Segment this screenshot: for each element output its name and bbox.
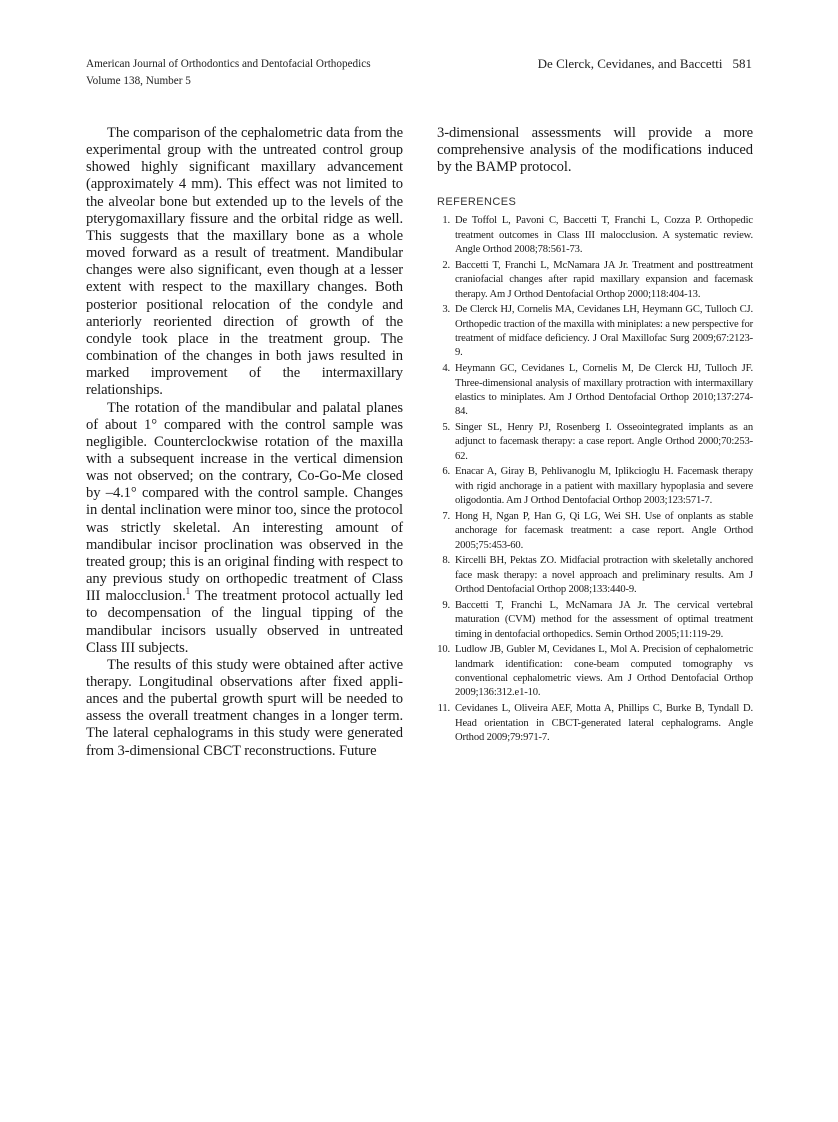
references-heading: REFERENCES (437, 196, 517, 209)
references-list (437, 214, 753, 745)
running-header-right (538, 55, 752, 72)
paragraph-conclusion-continued: 3-dimensional assessments will provide a more comprehensive analysis of the modifications induced by the BAMP protocol. (437, 125, 753, 176)
reference-item: 10. Ludlow JB, Gubler M, Cevidanes L, Mol A. Precision of cephalometric landmark identification: cone-beam computed tomography vs conventional cephalometric views. Am J Orthod Dentofacial Orthop 2009;136:312.e1-10. (437, 644, 753, 699)
journal-volume: Volume 138, Number 5 (86, 75, 191, 87)
running-header-left (86, 56, 371, 90)
running-authors: De Clerck, Cevidanes, and Baccetti (537, 56, 723, 71)
paragraph-rotation (86, 400, 403, 657)
reference-item: 7. Hong H, Ngan P, Han G, Qi LG, Wei SH. Use of onplants as stable anchorage for facemask treatment: a case report. Angle Orthod 2005;75:453-60. (442, 510, 753, 551)
right-column (437, 125, 753, 747)
reference-item: 9. Baccetti T, Franchi L, McNamara JA Jr. The cervical vertebral maturation (CVM) method for the assessment of optimal treatment timing in dentofacial orthopedics. Semin Orthod 2005;11:119-29. (442, 599, 753, 640)
reference-item: 4. Heymann GC, Cevidanes L, Cornelis M, De Clerck HJ, Tulloch JF. Three-dimensional analysis of maxillary protraction with intermaxillary elastics to miniplates. Am J Orthod Dentofacial Orthop 2010;137:274-84. (442, 363, 753, 418)
reference-item: 2. Baccetti T, Franchi L, McNamara JA Jr. Treatment and posttreatment craniofacial changes after rapid maxillary expansion and facemask therapy. Am J Orthod Dentofacial Orthop 2000;118:404-13. (442, 259, 753, 300)
reference-item: 8. Kircelli BH, Pektas ZO. Midfacial protraction with skeletally anchored face mask therapy: a novel approach and preliminary results. Am J Orthod Dentofacial Orthop 2008;133:440-9. (442, 555, 753, 596)
reference-item: 3. De Clerck HJ, Cornelis MA, Cevidanes LH, Heymann GC, Tulloch CJ. Orthopedic traction of the maxilla with miniplates: a new perspective for treatment of midface deficiency. J Oral Maxillofac Surg 2009;67:2123-9. (442, 304, 753, 359)
paragraph-comparison: The comparison of the cephalometric data from the experimental group with the untreated control group showed highly significant maxillary advancement (approximately 4 mm). This effect was not limited to the alveolar bone but extended up to the levels of the pterygomaxillary fissure and the orbital ridge as well. This suggests that the maxillary bone as a whole moved forward as a result of treatment. Mandibular changes were also significant, even though at a lesser extent with respect to the maxillary changes. Both posterior positional relocation of the condyle and anteriorly reoriented direction of growth of the condyle took place in the treatment group. The combination of the changes in both jaws resulted in marked improvement of the intermaxillary relationships. (86, 125, 403, 399)
reference-item: 1. De Toffol L, Pavoni C, Baccetti T, Franchi L, Cozza P. Orthopedic treatment outcomes in Class III malocclusion. A systematic review. Angle Orthod 2008;78:561-73. (442, 215, 753, 256)
paragraph-rotation-text: The rotation of the mandibular and palatal planes of about 1° compared with the control sample was negligible. Counterclockwise rotation of the maxilla with a subsequent increase in the vertical dimension was not observed; on the contrary, Co-Go-Me closed by –4.1° compared with the control sample. Changes in dental inclination were minor too, since the protocol was strictly skeletal. An interesting amount of mandibular incisor proclination was observed in the treated group; this is an original finding with respect to any previous study on orthopedic treatment of Class III malocclusion. (86, 399, 403, 605)
reference-item: 11. Cevidanes L, Oliveira AEF, Motta A, Phillips C, Burke B, Tyndall D. Head orientation in CBCT-generated lateral cephalograms. Angle Orthod 2009;79:971-7. (437, 703, 753, 743)
paragraph-results: The results of this study were obtained after active therapy. Longitudinal observations after fixed appliances and the pubertal growth spurt will be needed to assess the overall treatment changes in a longer term. The lateral cephalograms in this study were generated from 3-dimensional CBCT reconstructions. Future (86, 656, 403, 759)
citation-superscript[interactable]: 1 (185, 586, 191, 597)
left-column (86, 125, 403, 760)
reference-item: 6. Enacar A, Giray B, Pehlivanoglu M, Iplikcioglu H. Facemask therapy with rigid anchorage in a patient with maxillary hypoplasia and severe oligodontia. Am J Orthod Dentofacial Orthop 2003;123:571-7. (442, 466, 753, 507)
journal-title: American Journal of Orthodontics and Dentofacial Orthopedics (86, 58, 371, 70)
page-number: 581 (732, 56, 752, 71)
paragraph-rotation-continued: The treatment protocol actually led to decompensation of the lingual tipping of the mandibular incisors usually observed in untreated Class III subjects. (86, 588, 403, 656)
reference-item: 5. Singer SL, Henry PJ, Rosenberg I. Osseointegrated implants as an adjunct to facemask therapy: a case report. Angle Orthod 2000;70:253-62. (442, 422, 753, 462)
